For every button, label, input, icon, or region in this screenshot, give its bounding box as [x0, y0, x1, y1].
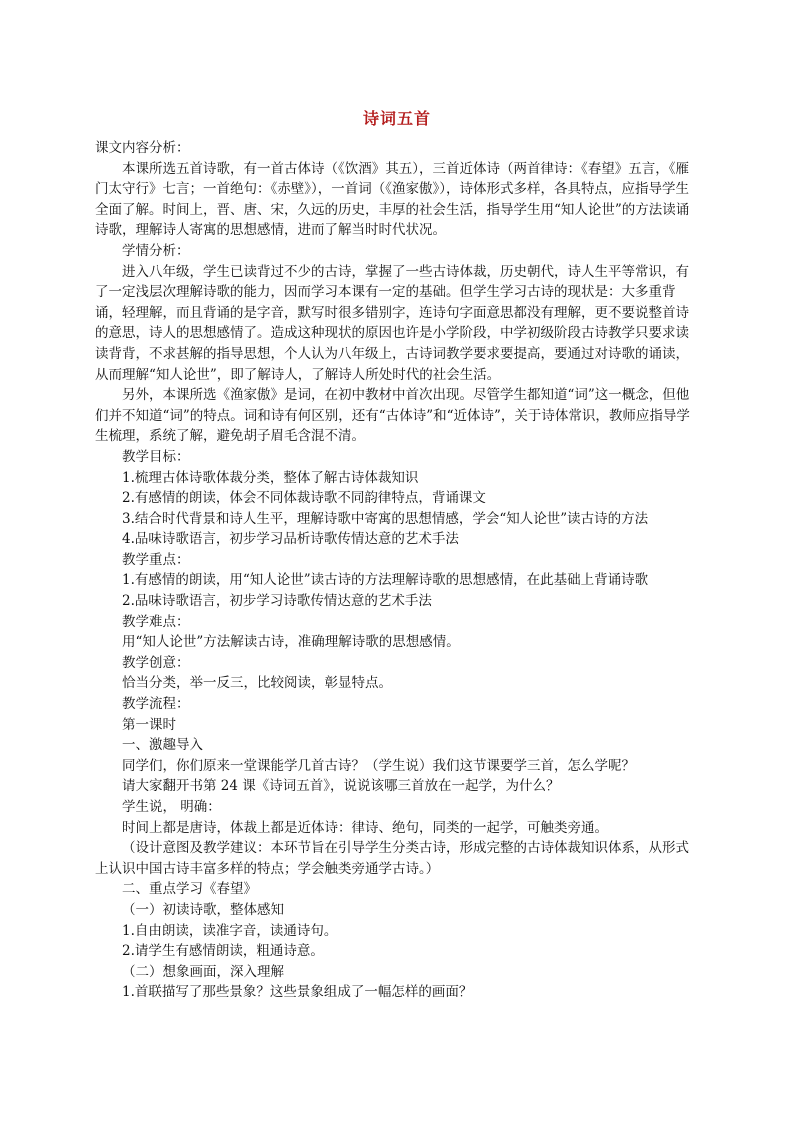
document-body [95, 138, 698, 1003]
document-title: 诗词五首 [362, 109, 431, 128]
goal-item-4: 4.品味诗歌语言，初步学习品析诗歌传情达意的艺术手法 [122, 531, 459, 548]
key-point-1: 1.有感情的朗读，用“知人论世”读古诗的方法理解诗歌的思想感情，在此基础上背诵诗歌 [122, 572, 649, 589]
section-heading-creative: 教学创意： [122, 654, 190, 671]
section-heading-difficulties: 教学难点： [122, 613, 190, 630]
step-one-text-1: 同学们，你们原来一堂课能学几首古诗？（学生说）我们这节课要学三首，怎么学呢？ [122, 757, 635, 774]
step-two-heading: 二、重点学习《春望》 [122, 881, 257, 898]
key-point-2: 2.品味诗歌语言，初步学习诗歌传情达意的艺术手法 [122, 593, 432, 610]
section-heading-student-analysis: 学情分析： [122, 242, 190, 259]
lesson-one-heading: 第一课时 [122, 716, 176, 733]
step-one-text-3: 学生说， 明确： [122, 799, 221, 815]
section-heading-process: 教学流程： [122, 696, 190, 713]
section-heading-content-analysis: 课文内容分析： [95, 140, 190, 156]
subsection-imagine-scene: （二）想象画面，深入理解 [122, 963, 284, 980]
paragraph-content-analysis: 本课所选五首诗歌，有一首古体诗（《饮酒》其五），三首近体诗（两首律诗：《春望》五言，《雁门太守行》七言；一首绝句：《赤壁》），一首词（《渔家傲》），诗体形式多样，各具特点，应指导学生全面了解。时间上，晋、唐、宋，久远的历史，丰厚的社会生活，指导学生用“知人论世”的方法读诵诗歌，理解诗人寄寓的思想感情，进而了解当时时代状况。 [95, 160, 690, 239]
first-reading-item-1: 1.自由朗读，读准字音，读通诗句。 [122, 922, 338, 939]
goal-item-1: 1.梳理古体诗歌体裁分类，整体了解古诗体裁知识 [122, 469, 419, 486]
paragraph-student-analysis: 进入八年级，学生已读背过不少的古诗，掌握了一些古诗体裁，历史朝代，诗人生平等常识，有了一定浅层次理解诗歌的能力，因而学习本课有一定的基础。但学生学习古诗的现状是：大多重背诵，轻理解，而且背诵的是字音，默写时很多错别字，连诗句字面意思都没有理解，更不要说整首诗的意思，诗人的思想感情了。造成这种现状的原因也许是小学阶段，中学初级阶段古诗教学只要求读读背背，不求甚解的指导思想，个人认为八年级上，古诗词教学要求要提高，要通过对诗歌的诵读，从而理解“知人论世”，即了解诗人，了解诗人所处时代的社会生活。 [95, 263, 689, 383]
section-heading-key-points: 教学重点： [122, 551, 190, 568]
step-one-heading: 一、激趣导入 [122, 737, 203, 754]
design-intent-note: （设计意图及教学建议：本环节旨在引导学生分类古诗，形成完整的古诗体裁知识体系，从形式上认识中国古诗丰富多样的特点；学会触类旁通学古诗。） [95, 840, 689, 877]
step-one-text-4: 时间上都是唐诗，体裁上都是近体诗：律诗、绝句，同类的一起学，可触类旁通。 [122, 819, 608, 836]
step-one-text-2: 请大家翻开书第 24 课《诗词五首》，说说该哪三首放在一起学，为什么？ [122, 778, 560, 795]
difficulty-text: 用“知人论世”方法解读古诗，准确理解诗歌的思想感情。 [122, 634, 460, 651]
creative-text: 恰当分类，举一反三，比较阅读，彰显特点。 [122, 675, 392, 692]
imagine-scene-item-1: 1.首联描写了那些景象？这些景象组成了一幅怎样的画面？ [122, 984, 473, 1001]
first-reading-item-2: 2.请学生有感情朗读，粗通诗意。 [122, 943, 324, 960]
subsection-first-reading: （一）初读诗歌，整体感知 [122, 901, 284, 918]
paragraph-ci-note: 另外，本课所选《渔家傲》是词，在初中教材中首次出现。尽管学生都知道“词”这一概念，但他们并不知道“词”的特点。词和诗有何区别，还有“古体诗”和“近体诗”，关于诗体常识，教师应指导学生梳理，系统了解，避免胡子眉毛含混不清。 [95, 387, 690, 445]
goal-item-3: 3.结合时代背景和诗人生平，理解诗歌中寄寓的思想情感，学会“知人论世”读古诗的方法 [122, 510, 649, 527]
section-heading-teaching-goals: 教学目标： [122, 448, 190, 465]
goal-item-2: 2.有感情的朗读，体会不同体裁诗歌不同韵律特点，背诵课文 [122, 490, 486, 507]
